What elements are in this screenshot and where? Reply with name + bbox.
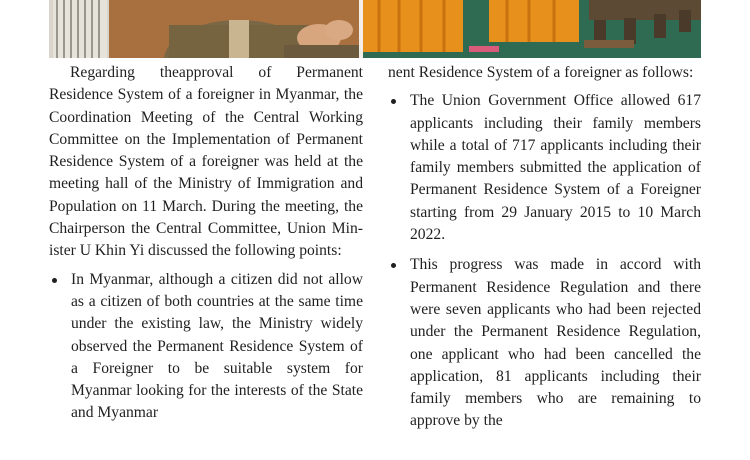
meeting-photo — [49, 0, 701, 58]
bullet-item — [388, 254, 701, 432]
bullet-icon — [391, 263, 396, 268]
bullet-item — [49, 269, 363, 425]
right-column — [388, 62, 701, 441]
bullet-icon — [52, 278, 57, 283]
bullet-item — [388, 90, 701, 246]
right-bullet-list — [388, 90, 701, 432]
bullet-text: In Myanmar, although a citizen did not allow as a citizen of both countries at the same time under the existing law, the Ministry widely observed the Permanent Residence System of a Foreigner to be suitable system for Myanmar looking for the interests of the State and Myanmar — [71, 270, 363, 422]
left-bullet-list — [49, 269, 363, 425]
intro-paragraph: Regarding theapproval of Permanent Residence System of a foreigner in Myanmar, the Coordination Meeting of the Central Working Committee on the Implementation of Permanent Residence System of a foreigner was held at the meeting hall of the Ministry of Immigration and Population on 11 March. During the meeting, the Chairperson the Central Committee, Union Minister U Khin Yi discussed the following points: — [49, 64, 363, 260]
bullet-text: This progress was made in accord with Permanent Residence Regulation and there were seven applicants who had been rejected under the Permanent Residence Regulation, one applicant who had been cancelled the application, 81 applicants including their family members who are remaining to approve by the — [410, 256, 701, 430]
bullet-icon — [391, 99, 396, 104]
left-column — [49, 62, 363, 433]
bullet-text: The Union Government Office allowed 617 applicants including their family members while a total of 717 applicants including their family members submitted the application of Permanent Residence System of a Foreigner starting from 29 January 2015 to 10 March 2022. — [410, 92, 701, 244]
continuation-paragraph: nent Residence System of a foreigner as follows: — [388, 64, 694, 81]
